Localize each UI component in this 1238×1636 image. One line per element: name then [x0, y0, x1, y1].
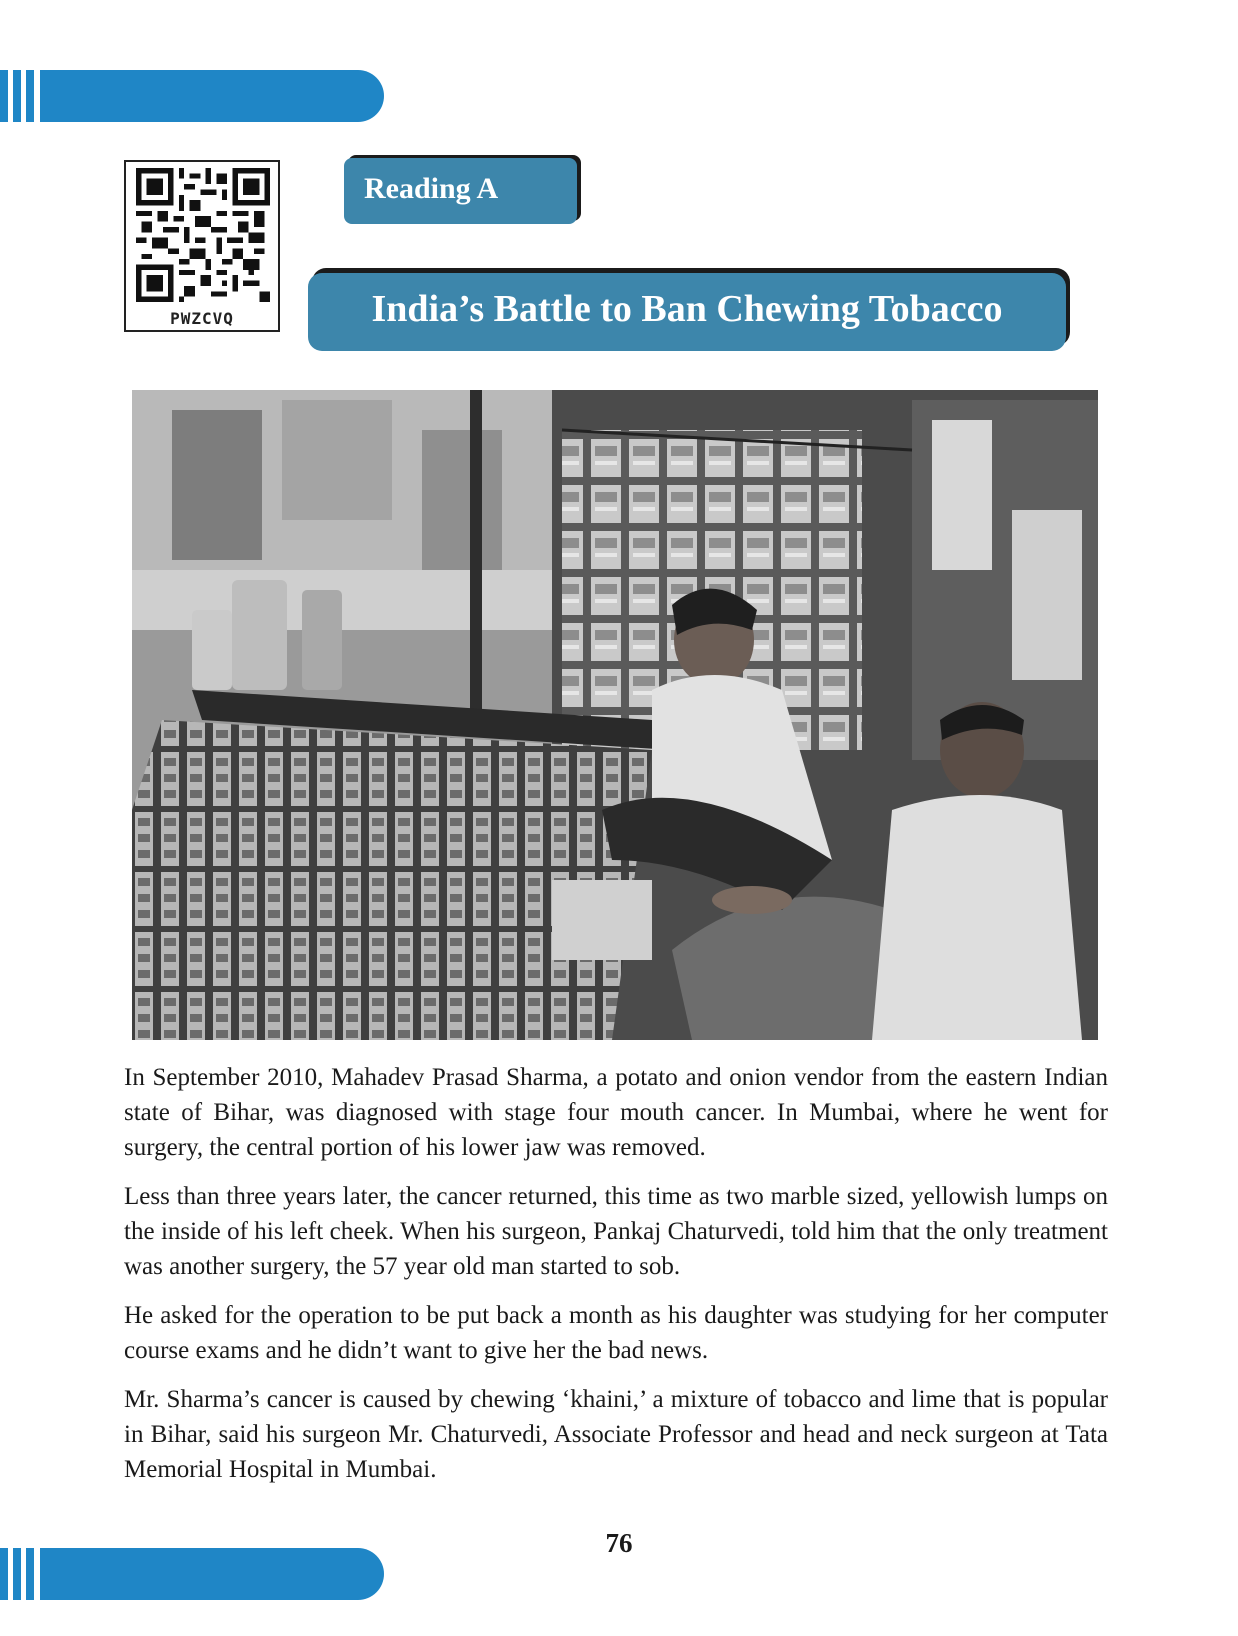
vendor-photo [132, 390, 1098, 1040]
page-title: India’s Battle to Ban Chewing Tobacco [371, 288, 1003, 330]
paragraph: Less than three years later, the cancer returned, this time as two marble sized, yellowish lumps on the inside of his left cheek. When his surgeon, Pankaj Chaturvedi, told him that the only treatment was another surgery, the 57 year old man started to sob. [124, 1183, 1108, 1280]
reading-label: Reading A [364, 172, 499, 205]
vendor-scene-image [132, 390, 1098, 1040]
article-body [124, 1060, 1108, 1501]
paragraph: Mr. Sharma’s cancer is caused by chewing ‘khaini,’ a mixture of tobacco and lime that is popular in Bihar, said his surgeon Mr. Chaturvedi, Associate Professor and head and neck surgeon at Tata Memorial Hospital in Mumbai. [124, 1386, 1108, 1483]
qr-code-text: PWZCVQ [170, 309, 234, 328]
paragraph: In September 2010, Mahadev Prasad Sharma, a potato and onion vendor from the eastern Indian state of Bihar, was diagnosed with stage four mouth cancer. In Mumbai, where he went for surgery, the central portion of his lower jaw was removed. [124, 1064, 1108, 1161]
page-number: 76 [605, 1528, 633, 1558]
title-banner [308, 273, 1066, 351]
qr-code-icon [136, 168, 270, 302]
reading-label-tag [344, 158, 577, 224]
paragraph: He asked for the operation to be put back a month as his daughter was studying for her computer course exams and he didn’t want to give her the bad news. [124, 1302, 1108, 1364]
qr-code[interactable] [124, 160, 280, 332]
